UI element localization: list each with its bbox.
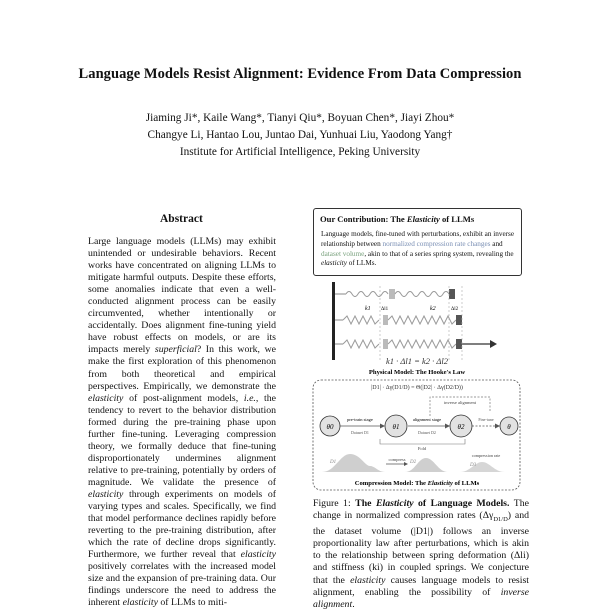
arrowhead: [404, 462, 408, 466]
fold-label: Fold: [417, 446, 427, 451]
caption-text: causes language models to resist alignment, enabling the possibility of: [313, 574, 530, 598]
authors-line-2: Changye Li, Hantao Lou, Juntao Dai, Yunhuai Liu, Yaodong Yang†: [147, 129, 453, 141]
abstract-heading: Abstract: [160, 213, 203, 225]
wall: [332, 282, 335, 360]
d2-label: D2: [410, 460, 417, 465]
compression-panel: [313, 380, 520, 490]
fold-bracket: [380, 439, 465, 444]
abstract-body: [88, 236, 276, 609]
spring-top-right: [395, 292, 449, 297]
abstract-emph: superficial: [154, 344, 197, 356]
abstract-text: ? In this work, we make the first exploration of this phenomenon from both theoretical and empirical perspectives. Empirically, we demonstrate the: [88, 344, 276, 392]
caption-bold-emph: Elasticity: [375, 498, 414, 509]
caption-bold: [355, 498, 509, 509]
spring-joint: [389, 289, 395, 299]
figure-caption: [313, 498, 529, 611]
d3-label: D3: [470, 463, 477, 468]
contribution-title-emph: Elasticity: [406, 214, 440, 224]
contribution-text-part: Language models, fine-tuned with perturbations, exhibit an inverse relationship between: [321, 230, 515, 248]
caption-emph: inverse alignment: [313, 586, 529, 610]
contribution-text-part: of LLMs.: [346, 259, 377, 268]
caption-bold-text: The: [355, 498, 376, 509]
compression-caption-em: Elasticity: [427, 480, 453, 487]
caption-bold-text: of Language Models.: [413, 498, 510, 509]
abstract-emph: elasticity: [88, 392, 124, 404]
theta-label: θ: [507, 423, 511, 431]
abstract-emph: elasticity: [240, 549, 276, 561]
hooke-equation: k1 · Δl1 = k2 · Δl2: [386, 356, 448, 366]
contribution-title-text: Our Contribution: The: [320, 214, 407, 224]
abstract-text: of LLMs to miti-: [157, 597, 228, 609]
delta-l2-label: Δl2: [451, 307, 459, 312]
dataset-d2-label: Dataset D2: [418, 430, 436, 435]
arrowhead: [445, 424, 450, 429]
caption-emph: elasticity: [350, 574, 386, 586]
delta-l1-label: Δl1: [381, 307, 389, 312]
affiliation: Institute for Artificial Intelligence, Peking University: [179, 146, 421, 158]
figure-1-diagram: [310, 276, 525, 494]
contribution-text: [321, 230, 515, 269]
compress-label: compress: [388, 457, 406, 462]
compression-caption: [355, 480, 480, 487]
dataset-volume-highlight: dataset volume: [321, 249, 365, 258]
caption-text: The change in normalized compression rates (Δγ: [313, 498, 529, 522]
spring-mid-left: [343, 316, 379, 324]
inverse-alignment-label: inverse alignment: [443, 400, 477, 405]
arrowhead: [380, 424, 385, 429]
spring-k2-label: k2: [430, 306, 436, 312]
force-arrowhead: [490, 340, 497, 348]
author-block: [0, 110, 600, 161]
spring-bottom-left: [343, 340, 379, 348]
contribution-title-text: of LLMs: [439, 214, 475, 224]
finetune-label: Fine-tune: [478, 417, 494, 422]
abstract-emph: i.e.: [243, 392, 256, 404]
authors-line-1: Jiaming Ji*, Kaile Wang*, Tianyi Qiu*, Boyuan Chen*, Jiayi Zhou*: [145, 112, 455, 124]
compression-caption-b: of LLMs: [452, 480, 480, 487]
paper-title: Language Models Resist Alignment: Evidence From Data Compression: [78, 66, 522, 82]
theta2-label: θ2: [457, 423, 465, 431]
pretrain-stage-label: pre-train stage: [347, 417, 373, 422]
spring-k1-label: k1: [365, 306, 371, 312]
hooke-caption: Physical Model: The Hooke's Law: [368, 369, 466, 376]
caption-subscript: D1/D: [493, 516, 508, 524]
spring-joint: [383, 315, 388, 325]
caption-text: Figure 1:: [313, 498, 356, 509]
caption-text: .: [352, 598, 355, 610]
contribution-text-part: and: [490, 239, 503, 248]
abstract-emph: elasticity: [122, 597, 158, 609]
abstract-text: positively correlates with the increased model size and the expansion of pre-training data. Our findings underscore the need to address the inherent: [88, 561, 276, 609]
dataset-d1-label: Dataset D1: [351, 430, 369, 435]
theta0-label: θ0: [326, 423, 334, 431]
abstract-text: through experiments on models of varying types and scales. Specifically, we find that model performance declines rapidly before reverting to the pre-training distribution, after which the rate of decline drops significantly. Furthermore, we further reveal that: [88, 488, 276, 561]
abstract-emph: elasticity: [88, 488, 124, 500]
compression-rate-highlight: normalized compression rate changes: [382, 239, 491, 248]
spring-mid-right: [388, 316, 456, 324]
compression-equation: |D1| · Δγ(D1/D) = Θ(|D2| · Δγ(D2/D)): [371, 385, 463, 391]
spring-bottom-right: [388, 340, 456, 348]
contribution-title: [320, 214, 474, 224]
spring-joint: [383, 339, 388, 349]
spring-end-block: [449, 289, 455, 299]
compression-caption-a: Compression Model: The: [354, 480, 428, 487]
abstract-text: , the tendency to revert to the behavior distribution formed during the pre-training phase upon further fine-tuning. Leveraging compression theory, we formally deduce that fine-tuning disproportionately undermines alignment relative to pre-training, potentially by orders of magnitude. We validate the presence of: [88, 392, 277, 488]
d1-label: D1: [330, 460, 337, 465]
alignment-stage-label: alignment stage: [412, 417, 442, 422]
contribution-text-part: , akin to that of a series spring system, revealing the: [364, 249, 514, 258]
spring-end-block: [456, 339, 462, 349]
spring-end-block: [456, 315, 462, 325]
compression-rate-label: compression rate: [471, 453, 501, 458]
caption-text: ) and the dataset volume (|D1|) follows an inverse proportionality law after perturbations, which is akin to the relationship between spring deformation (Δli) and stiffness (ki) in coupled springs. We conjecture that the: [313, 510, 529, 586]
distribution-d3: [460, 462, 505, 472]
spring-top-left: [346, 292, 388, 297]
arrowhead: [495, 424, 500, 429]
contribution-box: [313, 208, 522, 276]
abstract-text: of post-alignment models,: [123, 392, 244, 404]
abstract-text: Large language models (LLMs) may exhibit unintended or undesirable behaviors. Recent works have concentrated on aligning LLMs to mitigate harmful outputs. Despite these efforts, some anomalies indicate that even a well-conducted alignment process can be easily circumvented, whether intentionally or accidentally. Does alignment fine-tuning yield have robust effects on models, or are its impacts merely: [88, 236, 276, 356]
contribution-emph: elasticity: [321, 259, 347, 268]
theta1-label: θ1: [392, 423, 400, 431]
